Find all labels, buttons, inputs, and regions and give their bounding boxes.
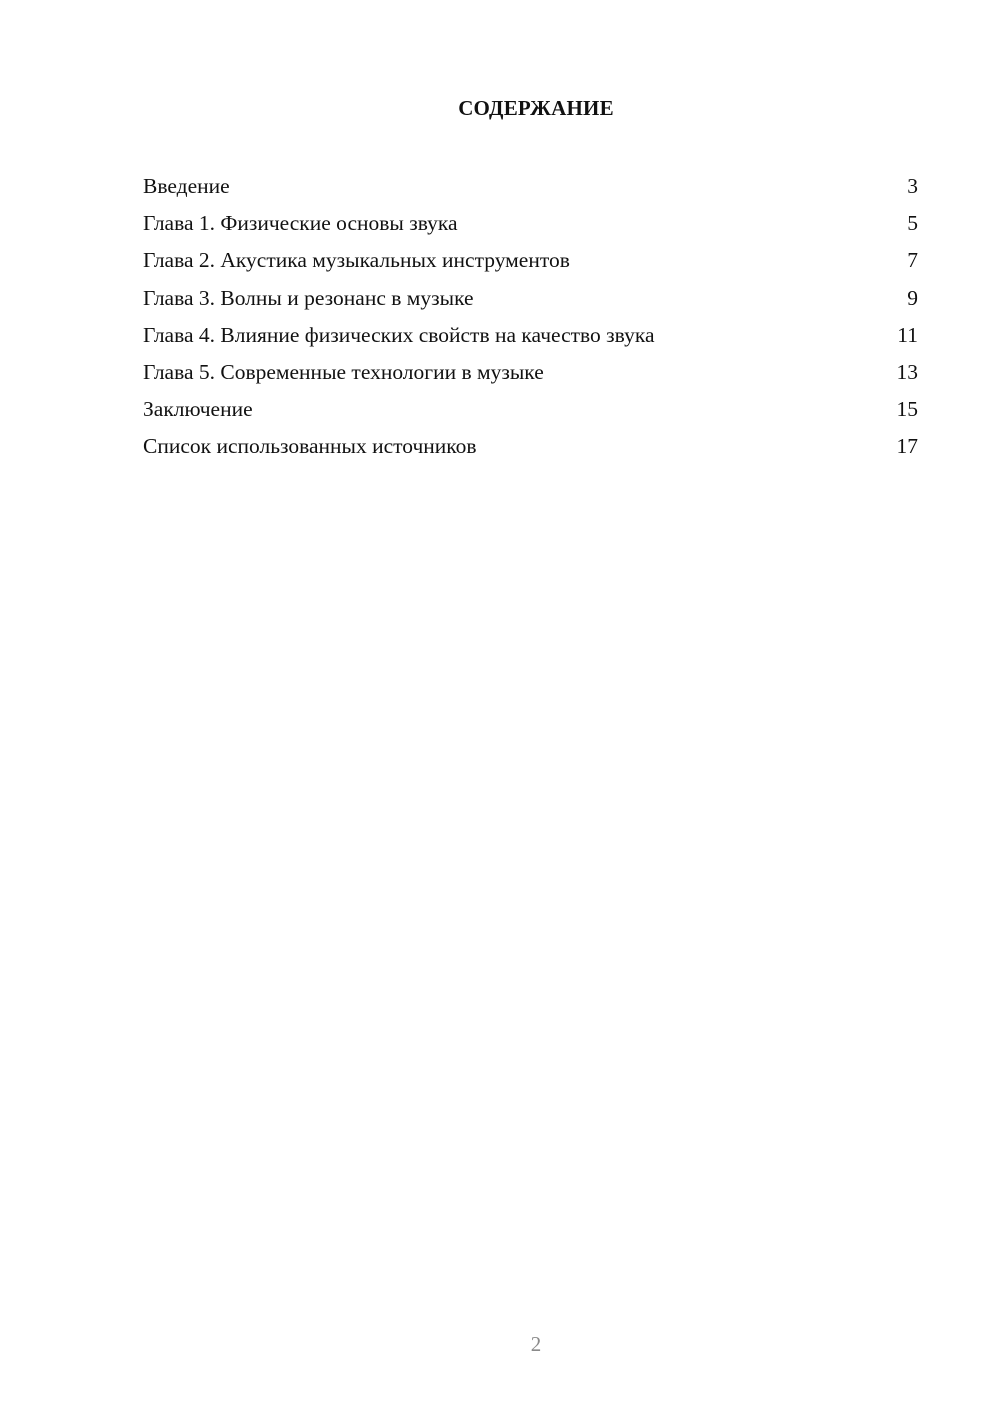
- toc-entry-title: Глава 3. Волны и резонанс в музыке: [143, 285, 474, 310]
- toc-entry-chapter-5: [143, 354, 918, 391]
- toc-entry-chapter-1: [143, 205, 918, 242]
- toc-entry-chapter-4: [143, 317, 918, 354]
- toc-entry-chapter-2: [143, 242, 918, 279]
- toc-entry-title: Глава 1. Физические основы звука: [143, 211, 458, 236]
- page-number: 2: [530, 1332, 542, 1356]
- toc-entry-title: Список использованных источников: [143, 434, 477, 459]
- toc-entry-title: Глава 4. Влияние физических свойств на качество звука: [143, 322, 655, 347]
- toc-entry-page: 7: [907, 248, 918, 273]
- table-of-contents: [143, 168, 918, 466]
- toc-entry-page: 13: [896, 359, 918, 384]
- toc-entry-title: Глава 5. Современные технологии в музыке: [143, 359, 544, 384]
- toc-entry-references: [143, 428, 918, 465]
- toc-entry-page: 11: [897, 322, 918, 347]
- toc-entry-page: 3: [907, 174, 918, 198]
- toc-entry-conclusion: [143, 391, 918, 428]
- toc-entry-title: Глава 2. Акустика музыкальных инструментов: [143, 248, 570, 273]
- toc-heading: СОДЕРЖАНИЕ: [458, 96, 614, 120]
- toc-entry-page: 5: [907, 211, 918, 236]
- toc-entry-introduction: [143, 168, 918, 205]
- toc-entry-page: 9: [907, 285, 918, 310]
- toc-entry-title: Введение: [143, 174, 230, 198]
- toc-entry-page: 17: [896, 434, 918, 459]
- toc-entry-page: 15: [896, 397, 918, 422]
- toc-entry-title: Заключение: [143, 397, 253, 422]
- toc-entry-chapter-3: [143, 280, 918, 317]
